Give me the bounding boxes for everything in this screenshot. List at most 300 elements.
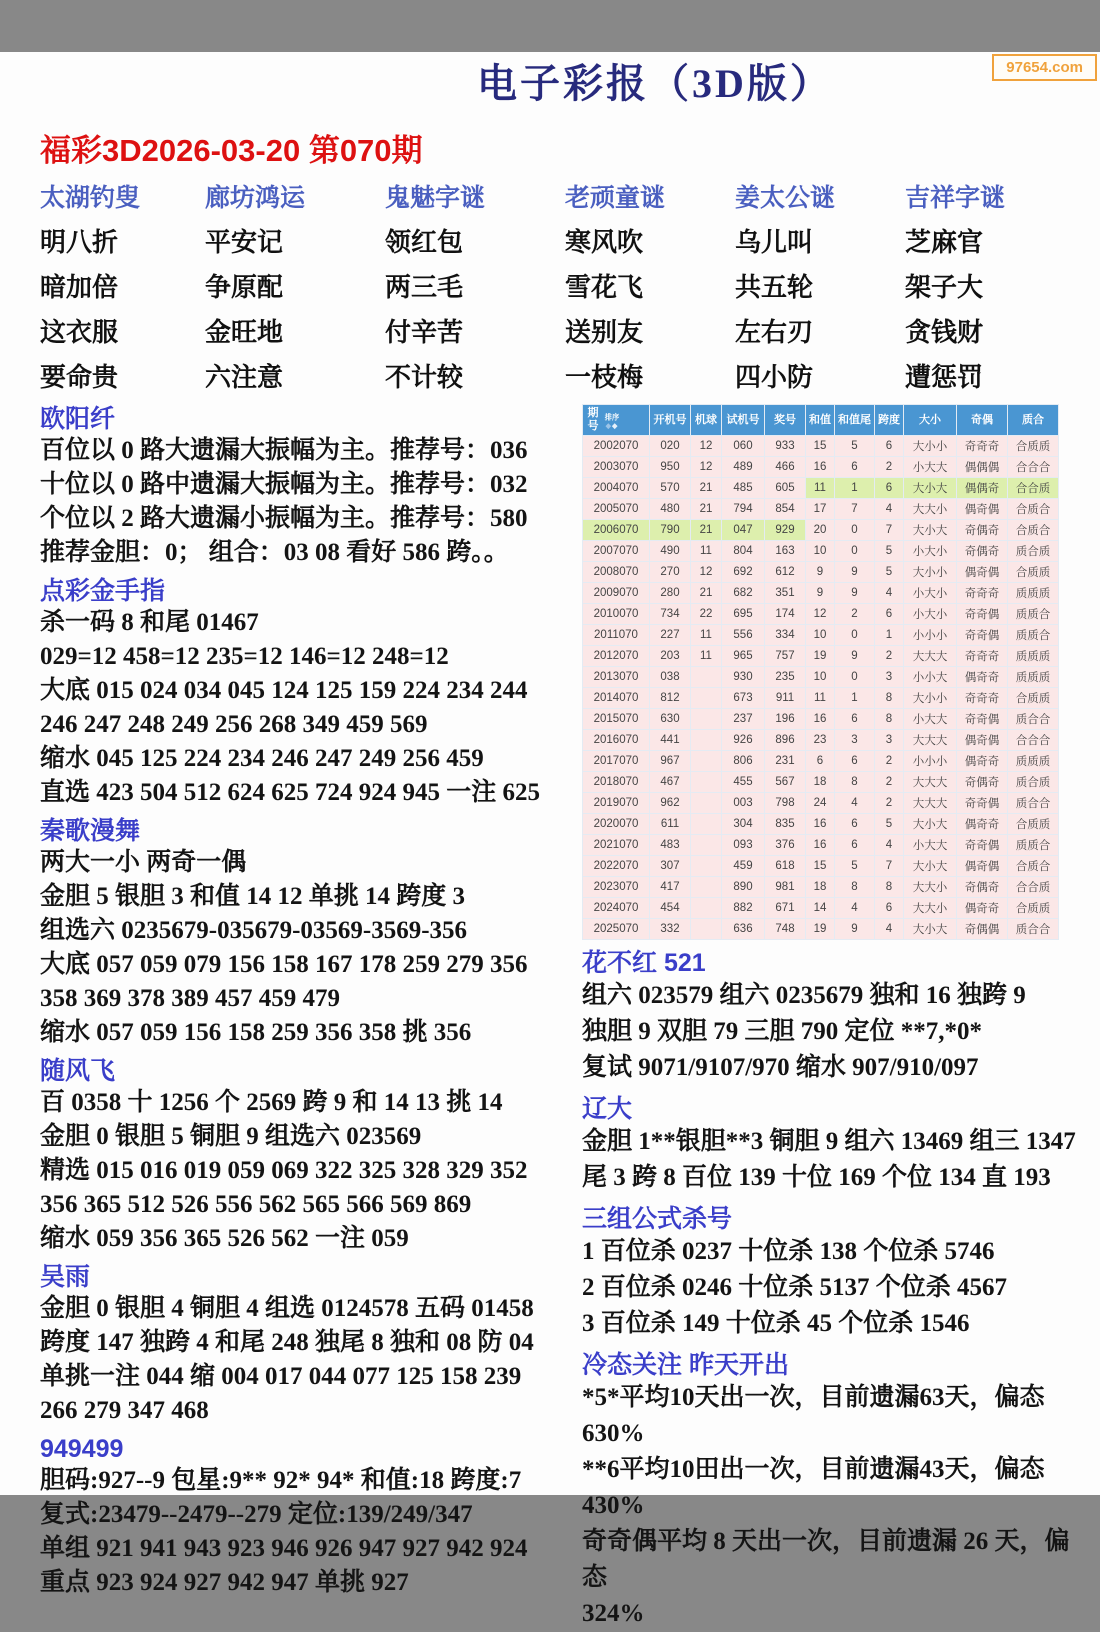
table-cell: 15	[806, 856, 834, 876]
table-cell: 351	[765, 583, 805, 603]
table-cell: 大大大	[904, 646, 956, 666]
table-header-cell: 奇偶	[957, 405, 1007, 435]
section-title: 辽大	[582, 1095, 633, 1123]
section-line: 358 369 378 389 457 459 479	[40, 985, 340, 1012]
table-cell: 8	[835, 772, 874, 792]
prediction-section	[582, 1204, 1088, 1342]
table-cell: 合质合	[1008, 499, 1058, 519]
table-cell: 奇奇偶	[957, 604, 1007, 624]
table-cell: 2007070	[583, 541, 649, 561]
table-cell: 8	[875, 877, 903, 897]
table-cell: 203	[650, 646, 690, 666]
section-line: 独胆 9 双胆 79 三胆 790 定位 **7,*0*	[582, 1018, 983, 1045]
table-cell: 4	[875, 499, 903, 519]
table-cell: 9	[835, 583, 874, 603]
table-cell: 2021070	[583, 835, 649, 855]
table-cell: 2013070	[583, 667, 649, 687]
table-cell: 1	[835, 688, 874, 708]
table-cell: 12	[691, 436, 721, 456]
table-cell: 929	[765, 520, 805, 540]
table-cell: 417	[650, 877, 690, 897]
table-cell: 奇奇偶	[957, 793, 1007, 813]
table-cell: 11	[691, 625, 721, 645]
table-header-cell: 跨度	[875, 405, 903, 435]
table-row	[583, 625, 1058, 645]
table-cell: 大大大	[904, 772, 956, 792]
table-cell: 11	[691, 541, 721, 561]
riddle-item: 明八折	[40, 227, 119, 257]
table-cell: 合合质	[1008, 478, 1058, 498]
riddle-item: 共五轮	[735, 272, 814, 302]
table-cell: 227	[650, 625, 690, 645]
section-line: 金胆 0 银胆 4 铜胆 4 组选 0124578 五码 01458	[40, 1295, 534, 1322]
riddle-item: 架子大	[905, 272, 984, 302]
riddle-column	[735, 178, 905, 394]
prediction-section	[40, 1056, 568, 1256]
riddle-item: 六注意	[205, 362, 284, 392]
table-cell: 307	[650, 856, 690, 876]
table-cell: 2	[875, 772, 903, 792]
table-cell: 奇偶奇	[957, 541, 1007, 561]
riddle-item: 平安记	[205, 227, 284, 257]
issue-title: 福彩3D2026-03-20 第070期	[40, 133, 423, 168]
table-cell: 896	[765, 730, 805, 750]
table-cell: 质合合	[1008, 919, 1058, 939]
table-cell: 19	[806, 919, 834, 939]
section-line: 大底 015 024 034 045 124 125 159 224 234 244	[40, 677, 528, 704]
section-line: 胆码:927--9 包星:9** 92* 94* 和值:18 跨度:7	[40, 1467, 522, 1494]
table-cell: 671	[765, 898, 805, 918]
table-cell: 2020070	[583, 814, 649, 834]
table-cell: 454	[650, 898, 690, 918]
riddle-item: 芝麻官	[905, 227, 984, 257]
table-cell: 偶奇偶	[957, 562, 1007, 582]
table-cell: 890	[722, 877, 764, 897]
table-cell: 7	[875, 520, 903, 540]
table-header-cell: 和值尾	[835, 405, 874, 435]
table-cell: 小小小	[904, 751, 956, 771]
table-row	[583, 919, 1058, 939]
table-row	[583, 793, 1058, 813]
table-cell: 大小小	[904, 562, 956, 582]
section-line: 复试 9071/9107/970 缩水 907/910/097	[582, 1054, 979, 1081]
table-cell: 小大大	[904, 709, 956, 729]
table-cell	[691, 709, 721, 729]
table-cell: 大小大	[904, 856, 956, 876]
sort-label: 排序	[604, 412, 620, 422]
table-cell: 854	[765, 499, 805, 519]
section-line: 组选六 0235679-035679-03569-3569-356	[40, 917, 468, 944]
table-row	[583, 541, 1058, 561]
issue-header-label: 期号	[587, 407, 599, 432]
table-cell: 950	[650, 457, 690, 477]
table-cell: 9	[806, 583, 834, 603]
table-cell	[691, 877, 721, 897]
table-cell: 5	[835, 436, 874, 456]
table-cell: 6	[835, 814, 874, 834]
table-cell: 6	[875, 898, 903, 918]
section-line: 金胆 5 银胆 3 和值 14 12 单挑 14 跨度 3	[40, 883, 466, 910]
sort-control[interactable]	[604, 411, 620, 430]
table-header-row	[583, 405, 1058, 435]
table-cell: 490	[650, 541, 690, 561]
table-cell: 280	[650, 583, 690, 603]
table-cell: 4	[835, 898, 874, 918]
table-cell: 6	[875, 478, 903, 498]
table-cell: 467	[650, 772, 690, 792]
table-header-cell: 奖号	[765, 405, 805, 435]
table-cell: 大小大	[904, 520, 956, 540]
riddle-item: 雪花飞	[565, 272, 644, 302]
section-line: 246 247 248 249 256 268 349 459 569	[40, 711, 428, 738]
table-cell: 6	[835, 751, 874, 771]
table-cell: 合质合	[1008, 856, 1058, 876]
table-cell	[691, 814, 721, 834]
table-cell: 奇奇奇	[957, 436, 1007, 456]
table-cell: 231	[765, 751, 805, 771]
table-cell: 2002070	[583, 436, 649, 456]
table-cell: 5	[875, 814, 903, 834]
section-line: 两大一小 两奇一偶	[40, 849, 247, 876]
table-header-cell: 和值	[806, 405, 834, 435]
table-cell: 偶奇偶	[957, 730, 1007, 750]
table-cell: 020	[650, 436, 690, 456]
section-title: 949499	[40, 1435, 124, 1463]
table-cell: 质合合	[1008, 709, 1058, 729]
table-cell: 10	[806, 541, 834, 561]
table-cell: 2008070	[583, 562, 649, 582]
table-cell	[691, 835, 721, 855]
section-line: 3 百位杀 149 十位杀 45 个位杀 1546	[582, 1310, 970, 1337]
table-row	[583, 436, 1058, 456]
table-cell: 合质质	[1008, 436, 1058, 456]
table-cell: 11	[806, 688, 834, 708]
section-line: 029=12 458=12 235=12 146=12 248=12	[40, 643, 449, 670]
table-cell: 2003070	[583, 457, 649, 477]
table-cell	[691, 688, 721, 708]
table-cell: 21	[691, 520, 721, 540]
table-cell: 376	[765, 835, 805, 855]
table-cell: 7	[835, 499, 874, 519]
table-cell: 047	[722, 520, 764, 540]
table-cell: 15	[806, 436, 834, 456]
history-table	[582, 404, 1059, 940]
riddle-column-title: 鬼魅字谜	[385, 184, 486, 212]
riddle-item: 四小防	[735, 362, 814, 392]
table-cell: 2	[875, 457, 903, 477]
table-cell: 小大大	[904, 835, 956, 855]
table-cell	[691, 772, 721, 792]
table-row	[583, 478, 1058, 498]
table-cell: 489	[722, 457, 764, 477]
table-cell: 偶偶奇	[957, 478, 1007, 498]
table-cell: 质质质	[1008, 646, 1058, 666]
table-row	[583, 814, 1058, 834]
table-cell: 9	[835, 562, 874, 582]
table-cell: 合合合	[1008, 730, 1058, 750]
section-line: 金胆 0 银胆 5 铜胆 9 组选六 023569	[40, 1123, 422, 1150]
table-cell: 6	[835, 709, 874, 729]
table-cell: 692	[722, 562, 764, 582]
table-cell: 466	[765, 457, 805, 477]
table-cell: 质合质	[1008, 541, 1058, 561]
section-title: 秦歌漫舞	[40, 817, 141, 845]
table-cell: 奇偶偶	[957, 919, 1007, 939]
table-cell: 1	[875, 625, 903, 645]
section-line: 直选 423 504 512 624 625 724 924 945 一注 625	[40, 779, 541, 806]
table-cell: 奇奇偶	[957, 709, 1007, 729]
table-cell: 2017070	[583, 751, 649, 771]
table-cell: 偶奇偶	[957, 856, 1007, 876]
table-cell: 奇奇偶	[957, 835, 1007, 855]
table-cell: 奇奇奇	[957, 583, 1007, 603]
section-line: 1 百位杀 0237 十位杀 138 个位杀 5746	[582, 1238, 995, 1265]
riddle-column	[40, 178, 205, 394]
table-cell: 9	[806, 562, 834, 582]
page-title: 电子彩报（3D版）	[477, 61, 833, 106]
table-cell: 18	[806, 772, 834, 792]
table-cell: 16	[806, 835, 834, 855]
table-cell: 911	[765, 688, 805, 708]
table-cell: 18	[806, 877, 834, 897]
section-line: 266 279 347 468	[40, 1397, 209, 1424]
riddle-grid	[0, 174, 1100, 394]
section-line: 杀一码 8 和尾 01467	[40, 609, 259, 636]
table-cell: 570	[650, 478, 690, 498]
table-cell: 质合合	[1008, 793, 1058, 813]
section-title: 吴雨	[40, 1263, 91, 1291]
table-cell: 2016070	[583, 730, 649, 750]
table-row	[583, 457, 1058, 477]
table-cell: 4	[875, 919, 903, 939]
table-cell	[691, 856, 721, 876]
table-cell: 6	[835, 835, 874, 855]
table-cell: 奇奇偶	[957, 625, 1007, 645]
table-cell: 695	[722, 604, 764, 624]
table-cell: 5	[875, 541, 903, 561]
table-row	[583, 730, 1058, 750]
table-cell: 合合合	[1008, 457, 1058, 477]
table-cell: 大大小	[904, 898, 956, 918]
section-title: 点彩金手指	[40, 577, 166, 605]
riddle-item: 贪钱财	[905, 317, 984, 347]
table-row	[583, 877, 1058, 897]
riddle-item: 两三毛	[385, 272, 464, 302]
table-cell: 6	[835, 457, 874, 477]
section-title: 欧阳纤	[40, 405, 116, 433]
table-cell: 21	[691, 499, 721, 519]
table-cell: 270	[650, 562, 690, 582]
table-cell: 093	[722, 835, 764, 855]
table-cell	[691, 730, 721, 750]
predictions-left-column	[40, 398, 568, 1632]
table-cell: 质质合	[1008, 835, 1058, 855]
riddle-item: 不计较	[385, 362, 464, 392]
table-row	[583, 667, 1058, 687]
riddle-item: 领红包	[385, 227, 464, 257]
table-cell: 6	[875, 436, 903, 456]
table-row	[583, 688, 1058, 708]
table-cell: 11	[691, 646, 721, 666]
table-cell: 485	[722, 478, 764, 498]
table-cell: 673	[722, 688, 764, 708]
table-cell: 1	[835, 478, 874, 498]
table-cell: 334	[765, 625, 805, 645]
section-line: 324%	[582, 1600, 645, 1627]
table-cell: 618	[765, 856, 805, 876]
table-cell: 21	[691, 478, 721, 498]
site-badge[interactable]: 97654.com	[992, 54, 1097, 81]
table-cell: 196	[765, 709, 805, 729]
table-row	[583, 856, 1058, 876]
riddle-column-title: 老顽童谜	[565, 184, 666, 212]
table-cell: 偶奇偶	[957, 499, 1007, 519]
table-cell: 11	[806, 478, 834, 498]
table-cell: 16	[806, 709, 834, 729]
table-cell: 926	[722, 730, 764, 750]
section-title: 花不红 521	[582, 949, 706, 977]
table-cell: 20	[806, 520, 834, 540]
table-cell: 小大小	[904, 541, 956, 561]
table-cell: 小大大	[904, 457, 956, 477]
riddle-item: 这衣服	[40, 317, 119, 347]
section-line: 奇奇偶平均 8 天出一次，目前遗漏 26 天，偏态	[582, 1528, 1070, 1591]
table-cell: 2025070	[583, 919, 649, 939]
riddle-item: 暗加倍	[40, 272, 119, 302]
riddle-column-title: 姜太公谜	[735, 184, 836, 212]
table-cell: 804	[722, 541, 764, 561]
table-cell: 882	[722, 898, 764, 918]
section-line: 缩水 059 356 365 526 562 一注 059	[40, 1225, 409, 1252]
section-line: 百 0358 十 1256 个 2569 跨 9 和 14 13 挑 14	[40, 1089, 503, 1116]
table-cell: 质合质	[1008, 772, 1058, 792]
table-cell: 奇偶奇	[957, 772, 1007, 792]
table-cell: 2018070	[583, 772, 649, 792]
table-cell: 748	[765, 919, 805, 939]
table-cell: 2006070	[583, 520, 649, 540]
riddle-column-title: 吉祥字谜	[905, 184, 1006, 212]
section-line: 精选 015 016 019 059 069 322 325 328 329 352	[40, 1157, 528, 1184]
table-cell: 2015070	[583, 709, 649, 729]
table-row	[583, 583, 1058, 603]
table-cell: 大大小	[904, 499, 956, 519]
table-cell: 3	[835, 730, 874, 750]
table-cell: 757	[765, 646, 805, 666]
table-row	[583, 751, 1058, 771]
table-cell: 9	[835, 919, 874, 939]
table-cell: 734	[650, 604, 690, 624]
table-cell: 2009070	[583, 583, 649, 603]
table-row	[583, 772, 1058, 792]
table-cell: 798	[765, 793, 805, 813]
table-cell: 630	[650, 709, 690, 729]
section-line: 2 百位杀 0246 十位杀 5137 个位杀 4567	[582, 1274, 1008, 1301]
table-cell: 2022070	[583, 856, 649, 876]
section-line: 金胆 1**银胆**3 铜胆 9 组六 13469 组三 1347	[582, 1128, 1076, 1155]
prediction-section	[582, 1350, 1088, 1632]
table-cell: 12	[691, 562, 721, 582]
table-cell: 偶奇奇	[957, 898, 1007, 918]
table-cell: 偶偶偶	[957, 457, 1007, 477]
table-cell: 合质质	[1008, 562, 1058, 582]
table-cell: 奇奇奇	[957, 646, 1007, 666]
table-cell: 4	[875, 835, 903, 855]
table-cell: 23	[806, 730, 834, 750]
table-row	[583, 898, 1058, 918]
table-cell: 2005070	[583, 499, 649, 519]
table-cell: 480	[650, 499, 690, 519]
table-cell: 0	[835, 667, 874, 687]
table-cell: 4	[835, 793, 874, 813]
table-cell: 2012070	[583, 646, 649, 666]
table-header-cell: 大小	[904, 405, 956, 435]
table-cell: 483	[650, 835, 690, 855]
table-cell: 小大小	[904, 583, 956, 603]
table-cell: 2019070	[583, 793, 649, 813]
table-cell: 合合质	[1008, 877, 1058, 897]
table-cell: 大小小	[904, 436, 956, 456]
table-cell	[691, 793, 721, 813]
table-cell: 16	[806, 457, 834, 477]
table-cell: 332	[650, 919, 690, 939]
lottery-report-page	[0, 52, 1100, 1627]
prediction-section	[40, 1434, 568, 1600]
riddle-column-title: 廊坊鸿运	[205, 184, 306, 212]
table-cell: 大大小	[904, 877, 956, 897]
riddle-item: 送别友	[565, 317, 644, 347]
table-cell: 930	[722, 667, 764, 687]
table-cell: 2004070	[583, 478, 649, 498]
table-cell: 794	[722, 499, 764, 519]
table-cell: 567	[765, 772, 805, 792]
table-cell: 933	[765, 436, 805, 456]
prediction-section	[582, 1094, 1088, 1196]
table-row	[583, 562, 1058, 582]
table-cell: 小大小	[904, 604, 956, 624]
table-cell: 981	[765, 877, 805, 897]
section-line: 缩水 045 125 224 234 246 247 249 256 459	[40, 745, 484, 772]
issue-header	[586, 407, 646, 433]
table-cell	[691, 898, 721, 918]
section-line: 个位以 2 路大遗漏小振幅为主。推荐号：580	[40, 505, 528, 532]
table-cell: 965	[722, 646, 764, 666]
table-cell: 大小小	[904, 688, 956, 708]
table-cell: 10	[806, 667, 834, 687]
table-cell: 8	[875, 709, 903, 729]
table-cell: 611	[650, 814, 690, 834]
table-cell: 8	[835, 877, 874, 897]
table-cell	[691, 751, 721, 771]
table-cell: 812	[650, 688, 690, 708]
section-line: 组六 023579 组六 0235679 独和 16 独跨 9	[582, 982, 1026, 1009]
table-cell: 小小大	[904, 667, 956, 687]
section-line: 大底 057 059 079 156 158 167 178 259 279 356	[40, 951, 528, 978]
table-row	[583, 604, 1058, 624]
table-row	[583, 835, 1058, 855]
table-cell: 2	[875, 751, 903, 771]
table-cell: 19	[806, 646, 834, 666]
section-title: 冷态关注 昨天开出	[582, 1351, 789, 1379]
riddle-item: 乌儿叫	[735, 227, 814, 257]
table-cell: 459	[722, 856, 764, 876]
table-cell: 合质质	[1008, 898, 1058, 918]
riddle-item: 左右刃	[735, 317, 814, 347]
table-cell: 大小大	[904, 814, 956, 834]
table-cell: 10	[806, 625, 834, 645]
table-cell: 2023070	[583, 877, 649, 897]
table-cell: 636	[722, 919, 764, 939]
table-header-cell: 开机号	[650, 405, 690, 435]
